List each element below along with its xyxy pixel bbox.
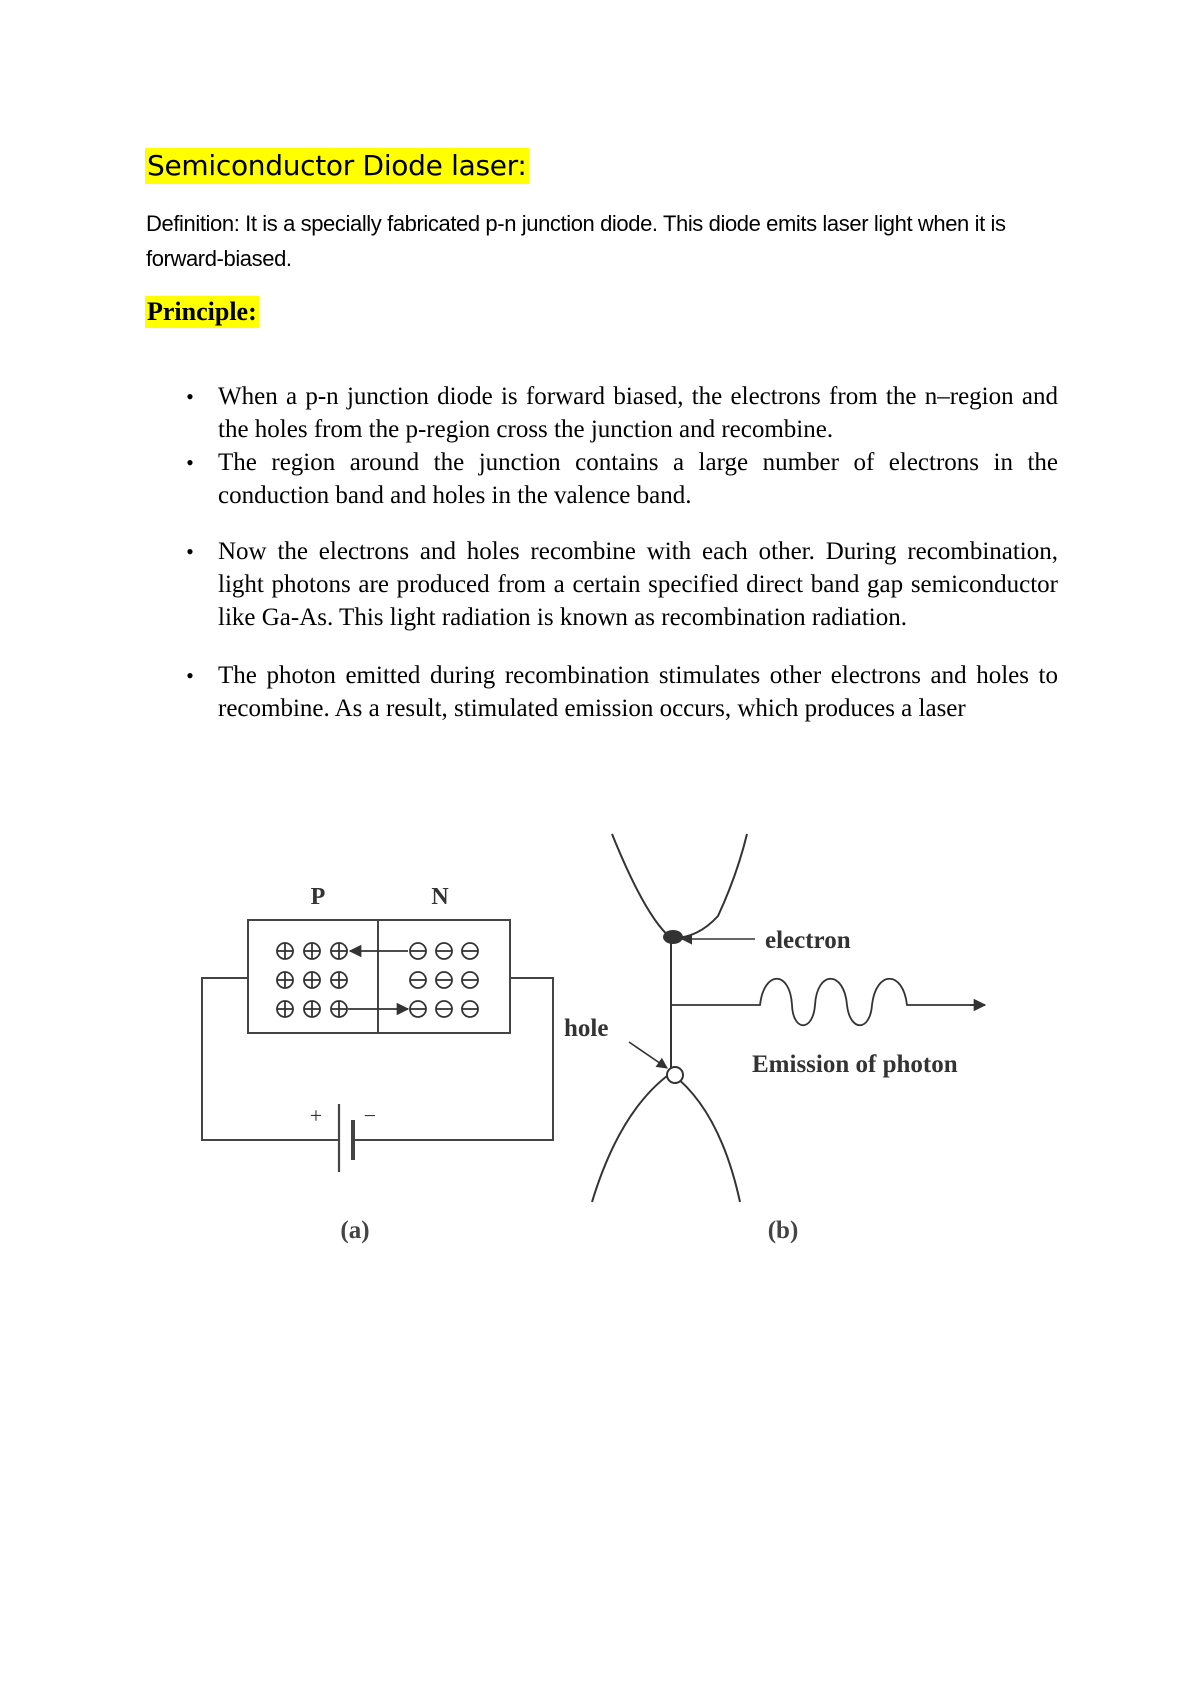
valence-band-curve xyxy=(592,1073,740,1202)
list-item: • Now the electrons and holes recombine with each other. During recombination, light photons are produced from a certain specified direct band gap semiconductor like Ga-As. This light radiation is known as recombination radiation. xyxy=(180,535,1058,634)
page-title: Semiconductor Diode laser: xyxy=(147,149,527,182)
principle-list xyxy=(180,380,1058,725)
emission-label: Emission of photon xyxy=(752,1051,958,1078)
electron-icon xyxy=(462,1001,478,1017)
hole-icon xyxy=(331,972,347,988)
bullet-icon: • xyxy=(186,663,194,688)
hole-symbols xyxy=(277,943,347,1017)
hole-icon xyxy=(277,972,293,988)
electron-icon xyxy=(410,943,426,959)
circuit-wire-right xyxy=(402,978,553,1140)
hole-icon xyxy=(277,943,293,959)
principle-heading: Principle: xyxy=(147,297,257,326)
hole-icon xyxy=(304,1001,320,1017)
n-region-label: N xyxy=(431,884,449,910)
hole-label: hole xyxy=(564,1015,609,1042)
definition-text: Definition: It is a specially fabricated p-n junction diode. This diode emits laser light when it is forward-biased. xyxy=(146,211,1006,271)
photon-wave xyxy=(671,979,975,1026)
electron-icon xyxy=(462,943,478,959)
caption-a: (a) xyxy=(340,1217,370,1244)
list-item: • The region around the junction contains a large number of electrons in the conduction band and holes in the valence band. xyxy=(180,446,1058,512)
hole-icon xyxy=(277,1001,293,1017)
figure-a-pn-junction xyxy=(202,884,553,1244)
plus-sign: + xyxy=(309,1103,323,1128)
hole-icon xyxy=(331,1001,347,1017)
figure-b-band-diagram xyxy=(564,834,985,1244)
electron-icon xyxy=(410,1001,426,1017)
hole-icon xyxy=(304,972,320,988)
laser-diagram xyxy=(180,820,1080,1260)
electron-icon xyxy=(436,972,452,988)
p-region-label: P xyxy=(310,884,326,910)
hole-icon xyxy=(304,943,320,959)
list-item: • When a p-n junction diode is forward biased, the electrons from the n–region and the holes from the p-region cross the junction and recombine. xyxy=(180,380,1058,446)
electron-symbols xyxy=(410,943,478,1017)
electron-icon xyxy=(462,972,478,988)
electron-icon xyxy=(436,1001,452,1017)
electron-icon xyxy=(436,943,452,959)
bullet-icon: • xyxy=(186,539,194,564)
electron-dot-icon xyxy=(663,930,683,944)
electron-icon xyxy=(410,972,426,988)
hole-pointer-arrow xyxy=(629,1042,667,1068)
electron-label: electron xyxy=(765,927,851,954)
caption-b: (b) xyxy=(767,1217,799,1244)
list-item: • The photon emitted during recombination stimulates other electrons and holes to recombine. As a result, stimulated emission occurs, which produces a laser xyxy=(180,659,1058,725)
minus-sign: − xyxy=(363,1103,377,1128)
bullet-icon: • xyxy=(186,450,194,475)
hole-circle-icon xyxy=(667,1067,683,1083)
bullet-icon: • xyxy=(186,384,194,409)
conduction-band-curve xyxy=(612,834,747,938)
hole-icon xyxy=(331,943,347,959)
